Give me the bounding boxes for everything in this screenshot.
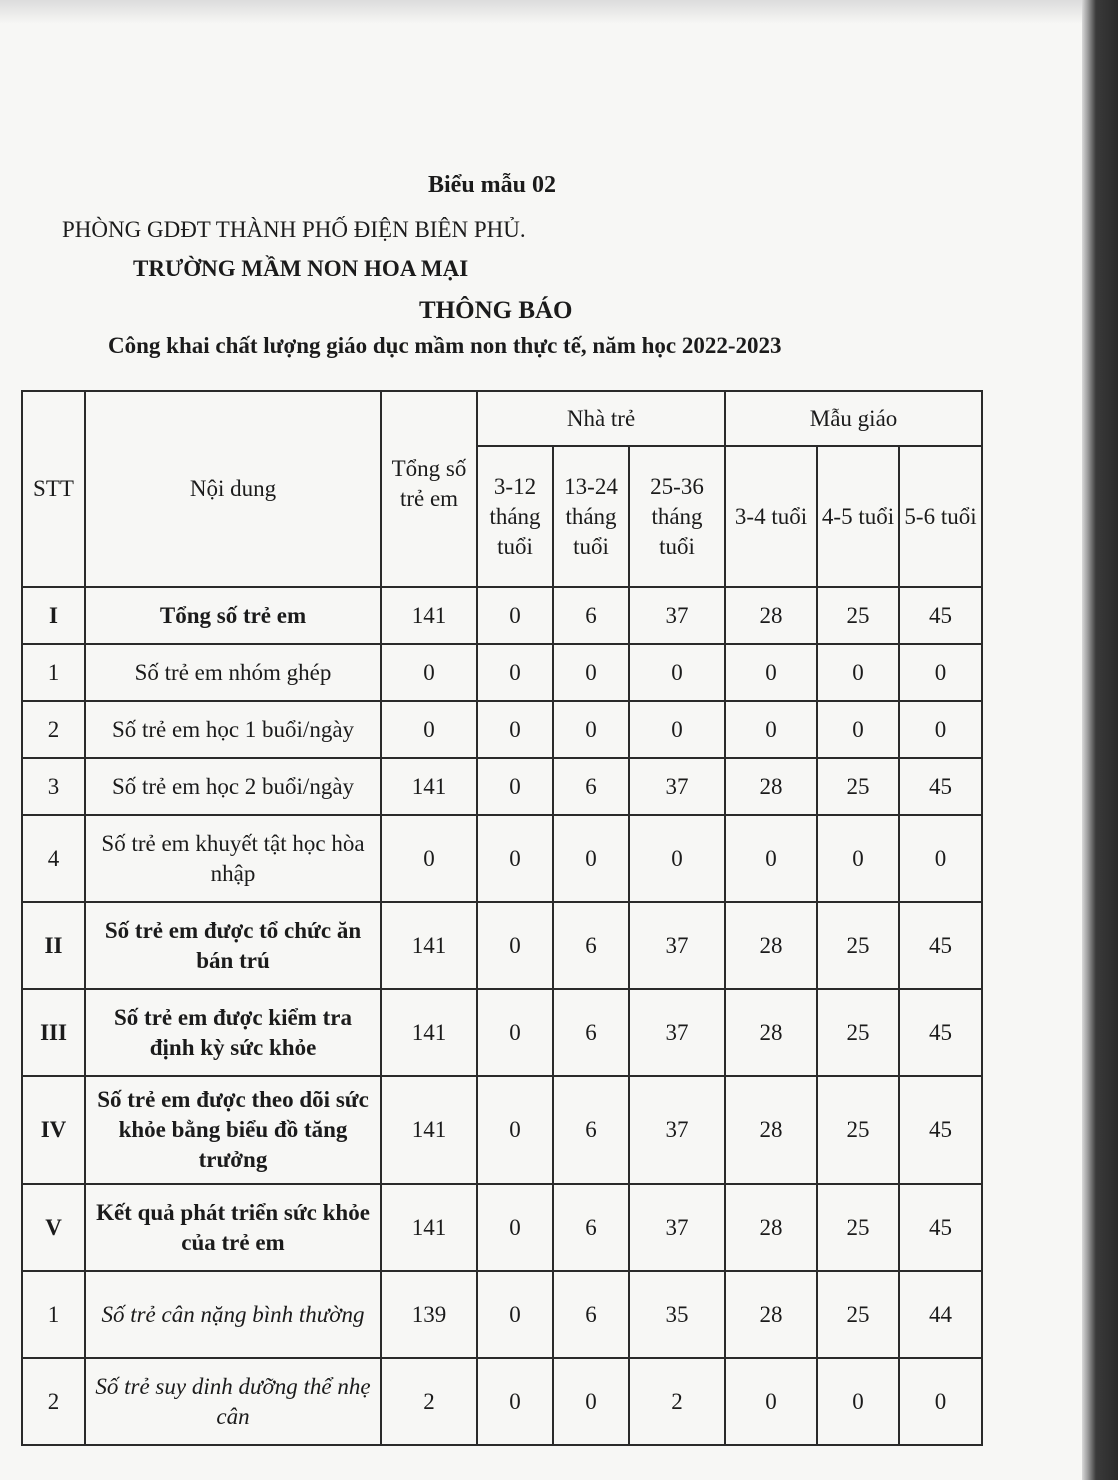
- cell-4-5y: 25: [817, 587, 899, 644]
- cell-3-12m: 0: [477, 587, 553, 644]
- header-nursery: Nhà trẻ: [477, 391, 725, 446]
- cell-4-5y: 25: [817, 1076, 899, 1184]
- cell-3-4y: 0: [725, 644, 817, 701]
- row-stt: I: [22, 587, 85, 644]
- cell-5-6y: 44: [899, 1271, 982, 1358]
- cell-total: 141: [381, 1184, 477, 1271]
- scan-top-shadow: [0, 0, 1082, 24]
- cell-5-6y: 45: [899, 989, 982, 1076]
- cell-4-5y: 25: [817, 989, 899, 1076]
- cell-3-4y: 28: [725, 758, 817, 815]
- cell-3-12m: 0: [477, 701, 553, 758]
- table-row: [22, 701, 982, 758]
- row-stt: 1: [22, 644, 85, 701]
- cell-25-36m: 37: [629, 587, 725, 644]
- row-content: Kết quả phát triển sức khỏe của trẻ em: [85, 1184, 381, 1271]
- header-age-4-5-years: 4-5 tuổi: [817, 446, 899, 587]
- cell-3-4y: 0: [725, 701, 817, 758]
- header-age-3-12-months: 3-12 tháng tuổi: [477, 446, 553, 587]
- row-stt: II: [22, 902, 85, 989]
- cell-4-5y: 0: [817, 815, 899, 902]
- cell-3-12m: 0: [477, 1184, 553, 1271]
- cell-4-5y: 0: [817, 644, 899, 701]
- cell-25-36m: 37: [629, 902, 725, 989]
- cell-4-5y: 25: [817, 1184, 899, 1271]
- cell-3-12m: 0: [477, 758, 553, 815]
- table-row: [22, 1184, 982, 1271]
- table-row: [22, 644, 982, 701]
- cell-4-5y: 0: [817, 701, 899, 758]
- cell-4-5y: 25: [817, 902, 899, 989]
- cell-25-36m: 35: [629, 1271, 725, 1358]
- cell-5-6y: 45: [899, 1184, 982, 1271]
- row-stt: 2: [22, 1358, 85, 1445]
- cell-total: 0: [381, 644, 477, 701]
- cell-total: 141: [381, 1076, 477, 1184]
- table-row: [22, 815, 982, 902]
- row-content: Số trẻ em học 1 buổi/ngày: [85, 701, 381, 758]
- cell-5-6y: 45: [899, 902, 982, 989]
- cell-3-4y: 0: [725, 1358, 817, 1445]
- row-content: Số trẻ em học 2 buổi/ngày: [85, 758, 381, 815]
- header-stt: STT: [22, 391, 85, 587]
- cell-5-6y: 0: [899, 815, 982, 902]
- cell-25-36m: 37: [629, 1076, 725, 1184]
- cell-25-36m: 2: [629, 1358, 725, 1445]
- cell-3-4y: 28: [725, 989, 817, 1076]
- row-content: Số trẻ em được theo dõi sức khỏe bằng biểu đồ tăng trưởng: [85, 1076, 381, 1184]
- cell-25-36m: 0: [629, 701, 725, 758]
- school-name: TRƯỜNG MẦM NON HOA MẠI: [133, 256, 469, 281]
- row-content: Số trẻ cân nặng bình thường: [85, 1271, 381, 1358]
- row-stt: 4: [22, 815, 85, 902]
- cell-13-24m: 6: [553, 587, 629, 644]
- cell-3-12m: 0: [477, 1076, 553, 1184]
- cell-total: 0: [381, 815, 477, 902]
- table-row: [22, 1076, 982, 1184]
- cell-13-24m: 6: [553, 989, 629, 1076]
- table-row: [22, 1358, 982, 1445]
- cell-total: 141: [381, 758, 477, 815]
- cell-5-6y: 0: [899, 1358, 982, 1445]
- department-name: PHÒNG GDĐT THÀNH PHỐ ĐIỆN BIÊN PHỦ.: [62, 217, 526, 242]
- education-quality-table: [21, 390, 983, 1446]
- row-stt: 2: [22, 701, 85, 758]
- header-age-3-4-years: 3-4 tuổi: [725, 446, 817, 587]
- row-content: Số trẻ suy dinh dưỡng thể nhẹ cân: [85, 1358, 381, 1445]
- cell-3-4y: 0: [725, 815, 817, 902]
- notice-title: THÔNG BÁO: [419, 297, 573, 324]
- header-content: Nội dung: [85, 391, 381, 587]
- row-stt: V: [22, 1184, 85, 1271]
- cell-3-12m: 0: [477, 902, 553, 989]
- cell-13-24m: 0: [553, 1358, 629, 1445]
- cell-3-4y: 28: [725, 902, 817, 989]
- cell-25-36m: 37: [629, 989, 725, 1076]
- row-content: Số trẻ em khuyết tật học hòa nhập: [85, 815, 381, 902]
- cell-total: 141: [381, 989, 477, 1076]
- cell-total: 139: [381, 1271, 477, 1358]
- cell-25-36m: 37: [629, 758, 725, 815]
- cell-3-12m: 0: [477, 989, 553, 1076]
- row-content: Số trẻ em được tổ chức ăn bán trú: [85, 902, 381, 989]
- cell-13-24m: 0: [553, 815, 629, 902]
- cell-4-5y: 0: [817, 1358, 899, 1445]
- header-age-5-6-years: 5-6 tuổi: [899, 446, 982, 587]
- table-row: [22, 902, 982, 989]
- cell-5-6y: 45: [899, 1076, 982, 1184]
- cell-3-4y: 28: [725, 1184, 817, 1271]
- cell-13-24m: 0: [553, 701, 629, 758]
- cell-3-12m: 0: [477, 815, 553, 902]
- cell-3-12m: 0: [477, 1358, 553, 1445]
- row-content: Tổng số trẻ em: [85, 587, 381, 644]
- cell-25-36m: 0: [629, 815, 725, 902]
- cell-3-4y: 28: [725, 1271, 817, 1358]
- header-age-13-24-months: 13-24 tháng tuổi: [553, 446, 629, 587]
- notice-subtitle: Công khai chất lượng giáo dục mầm non thực tế, năm học 2022-2023: [108, 333, 782, 358]
- cell-5-6y: 0: [899, 644, 982, 701]
- cell-5-6y: 45: [899, 587, 982, 644]
- cell-13-24m: 6: [553, 758, 629, 815]
- cell-total: 2: [381, 1358, 477, 1445]
- header-total: Tổng số trẻ em: [381, 391, 477, 587]
- table-row: [22, 758, 982, 815]
- table-row: [22, 587, 982, 644]
- cell-3-4y: 28: [725, 1076, 817, 1184]
- cell-total: 141: [381, 587, 477, 644]
- cell-4-5y: 25: [817, 1271, 899, 1358]
- row-content: Số trẻ em nhóm ghép: [85, 644, 381, 701]
- cell-3-4y: 28: [725, 587, 817, 644]
- row-stt: IV: [22, 1076, 85, 1184]
- cell-5-6y: 0: [899, 701, 982, 758]
- row-content: Số trẻ em được kiểm tra định kỳ sức khỏe: [85, 989, 381, 1076]
- cell-13-24m: 6: [553, 1076, 629, 1184]
- cell-total: 141: [381, 902, 477, 989]
- row-stt: 1: [22, 1271, 85, 1358]
- cell-5-6y: 45: [899, 758, 982, 815]
- scan-page-edge: [1082, 0, 1118, 1480]
- header-age-25-36-months: 25-36 tháng tuổi: [629, 446, 725, 587]
- cell-13-24m: 0: [553, 644, 629, 701]
- table-row: [22, 1271, 982, 1358]
- cell-13-24m: 6: [553, 1184, 629, 1271]
- cell-25-36m: 37: [629, 1184, 725, 1271]
- cell-13-24m: 6: [553, 1271, 629, 1358]
- row-stt: 3: [22, 758, 85, 815]
- cell-total: 0: [381, 701, 477, 758]
- cell-4-5y: 25: [817, 758, 899, 815]
- cell-3-12m: 0: [477, 644, 553, 701]
- cell-13-24m: 6: [553, 902, 629, 989]
- header-kindergarten: Mẫu giáo: [725, 391, 982, 446]
- cell-3-12m: 0: [477, 1271, 553, 1358]
- row-stt: III: [22, 989, 85, 1076]
- form-number: Biểu mẫu 02: [428, 172, 557, 198]
- table-row: [22, 989, 982, 1076]
- cell-25-36m: 0: [629, 644, 725, 701]
